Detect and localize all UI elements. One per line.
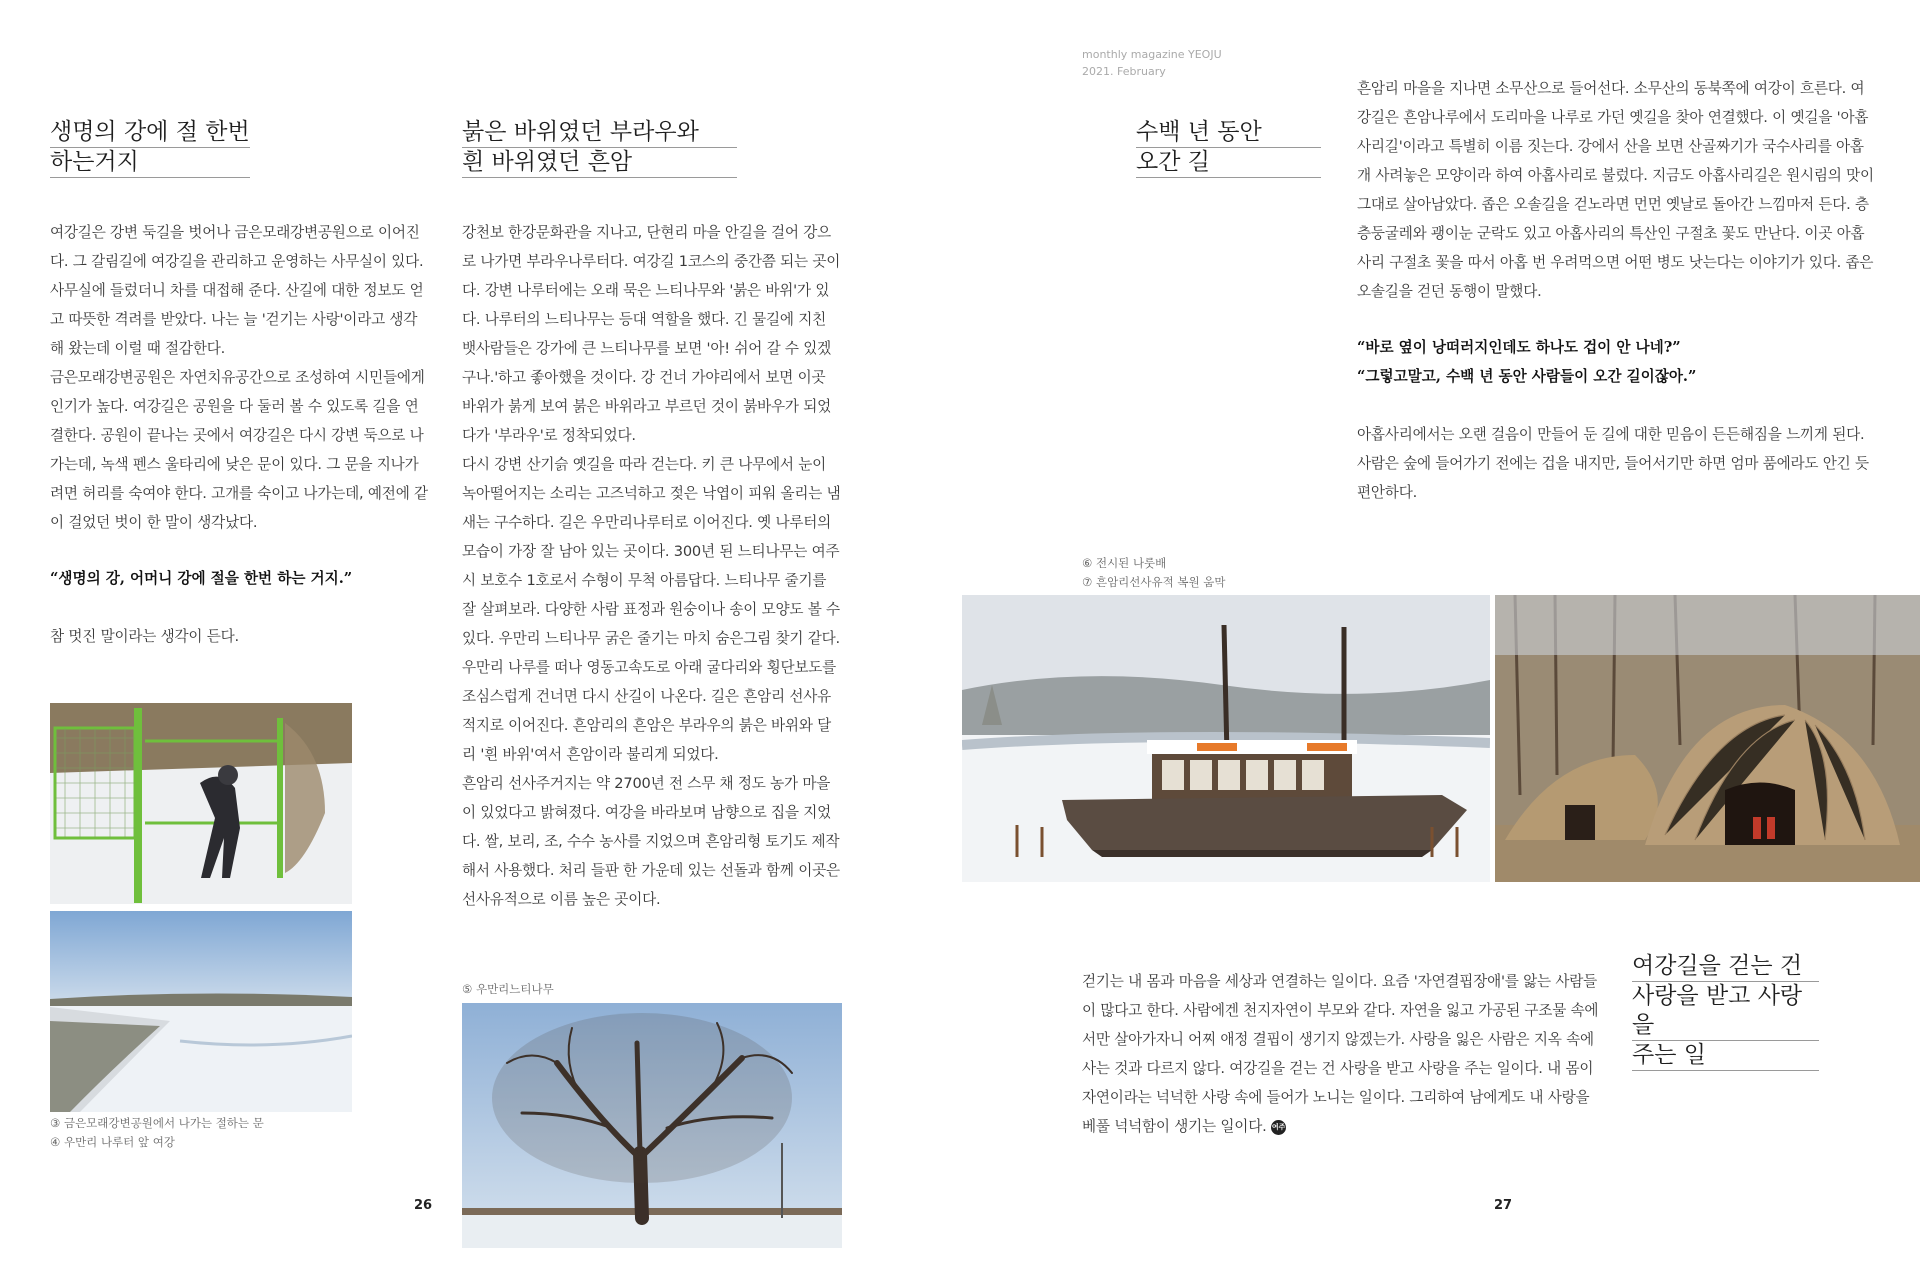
title-line: 하는거지 — [50, 148, 250, 178]
pull-quote: “생명의 강, 어머니 강에 절을 한번 하는 거지.” — [50, 570, 353, 587]
section-title-walking-is-love — [1632, 952, 1819, 1071]
title-line: 흰 바위였던 흔암 — [462, 148, 737, 178]
article-column-1 — [50, 218, 430, 537]
end-mark-icon: 여주 — [1271, 1120, 1286, 1135]
masthead-title: monthly magazine YEOJU — [1082, 48, 1222, 61]
quote-line: “바로 옆이 낭떠러지인데도 하나도 겁이 안 나네?” — [1357, 339, 1681, 356]
paragraph: 강천보 한강문화관을 지나고, 단현리 마을 안길을 걸어 강으로 나가면 부라우나루터다. 여강길 1코스의 중간쯤 되는 곳이다. 강변 나루터에는 오래 묵은 느티나무와 '붉은 바위'가 있다. 나루터의 느티나무는 등대 역할을 했다. 긴 물길에 지친 뱃사람들은 강가에 큰 느티나무를 보면 '아! 쉬어 갈 수 있겠구나.'하고 좋아했을 것이다. 강 건너 가야리에서 보면 이곳 바위가 붉게 보여 붉은 바위라고 부르던 것이 붉바우가 되었다가 '부라우'로 정착되었다. — [462, 224, 841, 444]
paragraph: 우만리 나루를 떠나 영동고속도로 아래 굴다리와 횡단보도를 조심스럽게 건너면 다시 산길이 나온다. 길은 흔암리 선사유적지로 이어진다. 흔암리의 흔암은 부라우의 붉은 바위와 달리 '흰 바위'여서 흔암이라 불리게 되었다. — [462, 659, 837, 763]
article-column-3: 흔암리 마을을 지나면 소무산으로 들어선다. 소무산의 동북쪽에 여강이 흐른다. 여강길은 흔암나루에서 도리마을 나루로 가던 옛길을 찾아 연결했다. 이 옛길을 '아홉사리길'이라고 특별히 이름 짓는다. 강에서 산을 보면 산골짜기가 국수사리를 아홉 개 사려놓은 모양이라 하여 아홉사리로 불렀다. 지금도 아홉사리길은 원시림의 맛이 그대로 살아남았다. 좁은 오솔길을 걷노라면 먼먼 옛날로 돌아간 느낌마저 든다. 층층둥굴레와 괭이눈 군락도 있고 아홉사리의 특산인 구절초 꽃도 만난다. 이곳 아홉사리 구절초 꽃을 따서 아홉 번 우려먹으면 어떤 병도 낫는다는 이야기가 있다. 좁은 오솔길을 걷던 동행이 말했다. — [1357, 80, 1874, 300]
photo-caption — [50, 1114, 264, 1152]
photo-caption — [1082, 554, 1225, 592]
caption-line: ⑦ 흔암리선사유적 복원 움막 — [1082, 575, 1226, 589]
masthead-date: 2021. February — [1082, 65, 1166, 78]
paragraph: 참 멋진 말이라는 생각이 든다. — [50, 628, 239, 645]
section-title-life-river — [50, 118, 250, 178]
pull-quote — [1357, 333, 1875, 391]
photo-prehistoric-huts — [1495, 595, 1920, 882]
masthead — [1082, 46, 1222, 80]
caption-line: ⑥ 전시된 나룻배 — [1082, 556, 1167, 570]
section-title-red-white-rock — [462, 118, 737, 178]
caption-line: ④ 우만리 나루터 앞 여강 — [50, 1135, 175, 1149]
title-line: 붉은 바위였던 부라우와 — [462, 118, 737, 148]
caption-line: ③ 금은모래강변공원에서 나가는 절하는 문 — [50, 1116, 264, 1130]
photo-zelkova-tree — [462, 1003, 842, 1248]
page-number: 27 — [1494, 1198, 1513, 1213]
article-column-2 — [462, 218, 842, 914]
paragraph: 다시 강변 산기슭 옛길을 따라 걷는다. 키 큰 나무에서 눈이 녹아떨어지는 소리는 고즈넉하고 젖은 낙엽이 피워 올리는 냄새는 구수하다. 길은 우만리나루터로 이어진다. 옛 나루터의 모습이 가장 잘 남아 있는 곳이다. 300년 된 느티나무는 여주시 보호수 1호로서 수형이 무척 아름답다. 느티나무 줄기를 잘 살펴보라. 다양한 사람 표정과 원숭이나 송이 모양도 볼 수 있다. 우만리 느티나무 굵은 줄기는 마치 숨은그림 찾기 같다. — [462, 456, 841, 647]
paragraph: 금은모래강변공원은 자연치유공간으로 조성하여 시민들에게 인기가 높다. 여강길은 공원을 다 둘러 볼 수 있도록 길을 연결한다. 공원이 끝나는 곳에서 여강길은 다시 강변 둑으로 나가는데, 녹색 펜스 울타리에 낮은 문이 있다. 그 문을 지나가려면 허리를 숙여야 한다. 고개를 숙이고 나가는데, 예전에 같이 걸었던 벗이 한 말이 생각났다. — [50, 369, 428, 531]
section-title-centuries-path — [1136, 118, 1321, 178]
photo-exhibited-boat — [962, 595, 1490, 882]
paragraph: 흔암리 선사주거지는 약 2700년 전 스무 채 정도 농가 마을이 있었다고 밝혀졌다. 여강을 바라보며 남향으로 집을 지었다. 쌀, 보리, 조, 수수 농사를 지었으며 흔암리형 토기도 제작해서 사용했다. 처리 들판 한 가운데 있는 선돌과 함께 이곳은 선사유적으로 이름 높은 곳이다. — [462, 775, 840, 908]
paragraph: 여강길은 강변 둑길을 벗어나 금은모래강변공원으로 이어진다. 그 갈림길에 여강길을 관리하고 운영하는 사무실이 있다. 사무실에 들렀더니 차를 대접해 준다. 산길에 대한 정보도 얻고 따뜻한 격려를 받았다. 나는 늘 '걷기는 사랑'이라고 생각해 왔는데 이럴 때 절감한다. — [50, 224, 424, 357]
paragraph: 걷기는 내 몸과 마음을 세상과 연결하는 일이다. 요즘 '자연결핍장애'를 앓는 사람들이 많다고 한다. 사람에겐 천지자연이 부모와 같다. 자연을 잃고 가공된 구조물 속에서만 살아가자니 어찌 애정 결핍이 생기지 않겠는가. 사랑을 잃은 사람은 지옥 속에 사는 것과 다르지 않다. 여강길을 걷는 건 사랑을 받고 사랑을 주는 일이다. 내 몸이 자연이라는 넉넉한 사랑 속에 들어가 노니는 일이다. 그리하여 남에게도 내 사랑을 베풀 넉넉함이 생기는 일이다. — [1082, 973, 1599, 1135]
title-line: 여강길을 걷는 건 — [1632, 952, 1819, 982]
title-line: 생명의 강에 절 한번 — [50, 118, 250, 148]
title-line: 사랑을 받고 사랑을 — [1632, 982, 1819, 1041]
title-line: 오간 길 — [1136, 148, 1321, 178]
photo-gate-in-snow — [50, 703, 352, 904]
title-line: 주는 일 — [1632, 1041, 1819, 1071]
photo-caption: ⑤ 우만리느티나무 — [462, 982, 554, 996]
article-column-4 — [1082, 967, 1602, 1141]
paragraph: 아홉사리에서는 오랜 걸음이 만들어 둔 길에 대한 믿음이 든든해짐을 느끼게 된다. 사람은 숲에 들어가기 전에는 겁을 내지만, 들어서기만 하면 엄마 품에라도 안긴 듯 편안하다. — [1357, 426, 1869, 501]
page-number: 26 — [414, 1198, 433, 1213]
title-line: 수백 년 동안 — [1136, 118, 1321, 148]
photo-frozen-river — [50, 911, 352, 1112]
quote-line: “그렇고말고, 수백 년 동안 사람들이 오간 길이잖아.” — [1357, 368, 1697, 385]
